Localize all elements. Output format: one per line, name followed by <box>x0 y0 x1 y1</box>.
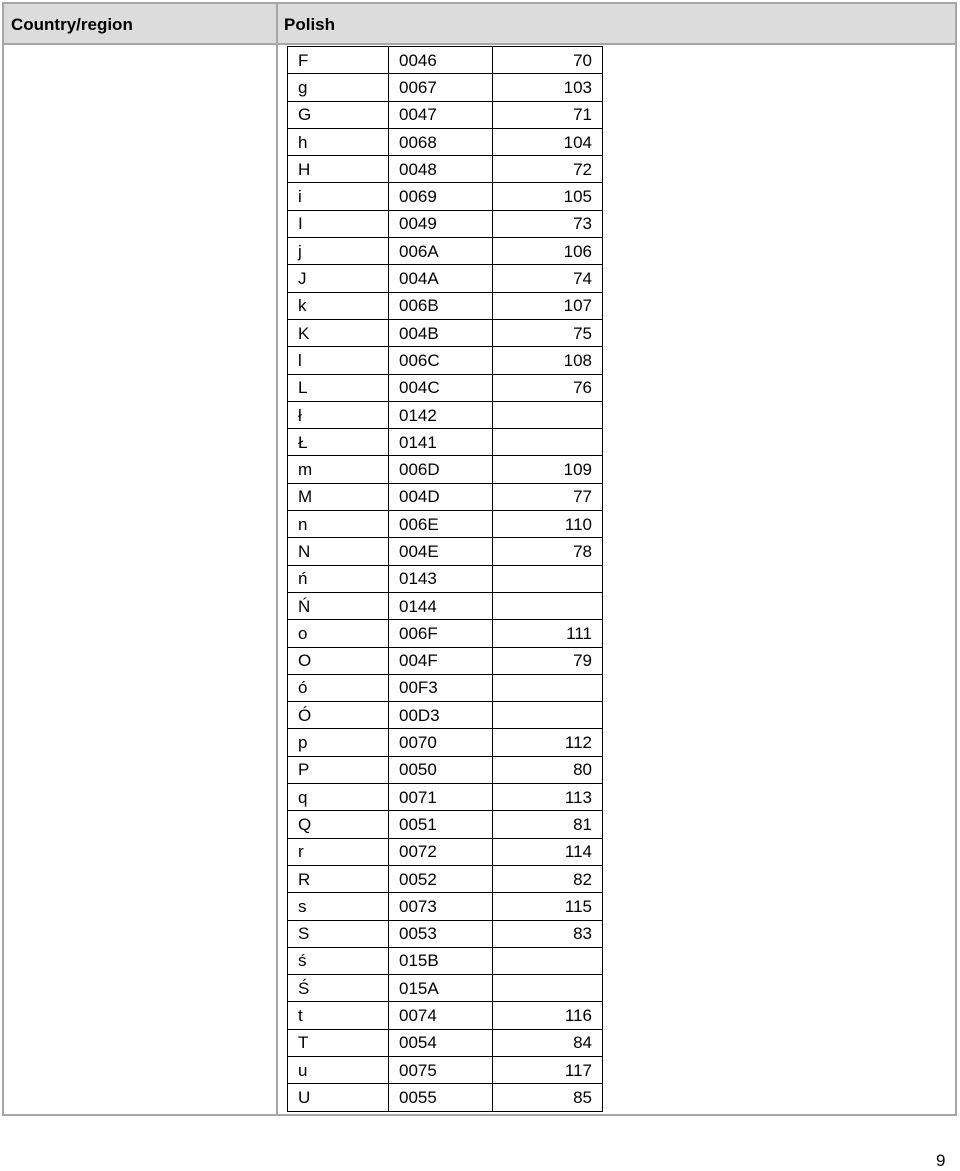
decimal-code-cell <box>493 674 603 701</box>
character-cell: ó <box>288 674 389 701</box>
table-row <box>288 265 603 292</box>
table-row <box>288 647 603 674</box>
decimal-code-cell: 85 <box>493 1084 603 1111</box>
unicode-hex-cell: 0049 <box>389 210 493 237</box>
unicode-hex-cell: 0143 <box>389 565 493 592</box>
decimal-code-cell: 107 <box>493 292 603 319</box>
unicode-hex-cell: 0052 <box>389 865 493 892</box>
page-number: 9 <box>936 1151 946 1170</box>
table-row <box>288 183 603 210</box>
table-row <box>288 374 603 401</box>
unicode-hex-cell: 0055 <box>389 1084 493 1111</box>
decimal-code-cell: 73 <box>493 210 603 237</box>
decimal-code-cell: 106 <box>493 238 603 265</box>
table-row <box>288 1029 603 1056</box>
decimal-code-cell <box>493 947 603 974</box>
unicode-hex-cell: 0075 <box>389 1056 493 1083</box>
table-header <box>4 4 955 45</box>
decimal-code-cell: 104 <box>493 128 603 155</box>
character-cell: M <box>288 483 389 510</box>
unicode-hex-cell: 0047 <box>389 101 493 128</box>
character-cell: l <box>288 347 389 374</box>
character-cell: Ń <box>288 592 389 619</box>
decimal-code-cell: 103 <box>493 74 603 101</box>
table-row <box>288 511 603 538</box>
decimal-code-cell: 82 <box>493 865 603 892</box>
character-cell: L <box>288 374 389 401</box>
table-row <box>288 128 603 155</box>
country-region-table <box>2 2 957 1116</box>
unicode-hex-cell: 00D3 <box>389 702 493 729</box>
unicode-hex-cell: 0072 <box>389 838 493 865</box>
character-cell: Ś <box>288 975 389 1002</box>
table-row <box>288 319 603 346</box>
decimal-code-cell: 75 <box>493 319 603 346</box>
decimal-code-cell: 72 <box>493 156 603 183</box>
table-row <box>288 101 603 128</box>
decimal-code-cell: 114 <box>493 838 603 865</box>
character-cell: K <box>288 319 389 346</box>
table-row <box>288 292 603 319</box>
character-cell: p <box>288 729 389 756</box>
decimal-code-cell: 115 <box>493 893 603 920</box>
character-cell: i <box>288 183 389 210</box>
unicode-hex-cell: 004B <box>389 319 493 346</box>
character-cell: g <box>288 74 389 101</box>
character-code-rows <box>288 47 603 1112</box>
table-row <box>288 47 603 74</box>
character-code-table <box>287 46 603 1112</box>
table-row <box>288 893 603 920</box>
decimal-code-cell: 111 <box>493 620 603 647</box>
table-row <box>288 429 603 456</box>
decimal-code-cell: 84 <box>493 1029 603 1056</box>
character-cell: m <box>288 456 389 483</box>
table-row <box>288 865 603 892</box>
country-region-heading: Country/region <box>11 15 133 34</box>
unicode-hex-cell: 0067 <box>389 74 493 101</box>
decimal-code-cell: 71 <box>493 101 603 128</box>
character-cell: P <box>288 756 389 783</box>
unicode-hex-cell: 0074 <box>389 1002 493 1029</box>
decimal-code-cell: 74 <box>493 265 603 292</box>
character-cell: F <box>288 47 389 74</box>
unicode-hex-cell: 0071 <box>389 784 493 811</box>
decimal-code-cell: 70 <box>493 47 603 74</box>
character-cell: ń <box>288 565 389 592</box>
character-cell: r <box>288 838 389 865</box>
unicode-hex-cell: 006D <box>389 456 493 483</box>
unicode-hex-cell: 0050 <box>389 756 493 783</box>
unicode-hex-cell: 0048 <box>389 156 493 183</box>
decimal-code-cell: 105 <box>493 183 603 210</box>
table-row <box>288 620 603 647</box>
table-row <box>288 811 603 838</box>
table-row <box>288 538 603 565</box>
table-row <box>288 729 603 756</box>
unicode-hex-cell: 004E <box>389 538 493 565</box>
table-row <box>288 838 603 865</box>
character-cell: Ó <box>288 702 389 729</box>
table-row <box>288 947 603 974</box>
unicode-hex-cell: 0068 <box>389 128 493 155</box>
character-cell: U <box>288 1084 389 1111</box>
table-row <box>288 702 603 729</box>
unicode-hex-cell: 015A <box>389 975 493 1002</box>
decimal-code-cell: 76 <box>493 374 603 401</box>
table-row <box>288 674 603 701</box>
character-cell: n <box>288 511 389 538</box>
character-cell: S <box>288 920 389 947</box>
unicode-hex-cell: 004A <box>389 265 493 292</box>
character-cell: I <box>288 210 389 237</box>
unicode-hex-cell: 004C <box>389 374 493 401</box>
table-row <box>288 456 603 483</box>
unicode-hex-cell: 0069 <box>389 183 493 210</box>
table-row <box>288 756 603 783</box>
decimal-code-cell <box>493 401 603 428</box>
character-cell: t <box>288 1002 389 1029</box>
decimal-code-cell: 117 <box>493 1056 603 1083</box>
unicode-hex-cell: 00F3 <box>389 674 493 701</box>
table-row <box>288 920 603 947</box>
unicode-hex-cell: 006E <box>389 511 493 538</box>
decimal-code-cell: 112 <box>493 729 603 756</box>
decimal-code-cell <box>493 565 603 592</box>
column-divider <box>276 4 278 1114</box>
character-cell: ł <box>288 401 389 428</box>
unicode-hex-cell: 0046 <box>389 47 493 74</box>
table-row <box>288 156 603 183</box>
character-cell: H <box>288 156 389 183</box>
decimal-code-cell <box>493 975 603 1002</box>
decimal-code-cell: 77 <box>493 483 603 510</box>
character-cell: T <box>288 1029 389 1056</box>
table-row <box>288 1084 603 1111</box>
table-row <box>288 592 603 619</box>
character-cell: k <box>288 292 389 319</box>
decimal-code-cell: 113 <box>493 784 603 811</box>
table-row <box>288 784 603 811</box>
character-cell: q <box>288 784 389 811</box>
table-row <box>288 1002 603 1029</box>
character-cell: o <box>288 620 389 647</box>
decimal-code-cell: 83 <box>493 920 603 947</box>
table-row <box>288 347 603 374</box>
table-row <box>288 1056 603 1083</box>
character-cell: J <box>288 265 389 292</box>
unicode-hex-cell: 0070 <box>389 729 493 756</box>
character-cell: u <box>288 1056 389 1083</box>
table-row <box>288 210 603 237</box>
decimal-code-cell <box>493 592 603 619</box>
character-cell: j <box>288 238 389 265</box>
character-cell: G <box>288 101 389 128</box>
table-row <box>288 74 603 101</box>
unicode-hex-cell: 006A <box>389 238 493 265</box>
unicode-hex-cell: 006F <box>389 620 493 647</box>
language-heading: Polish <box>284 15 336 34</box>
decimal-code-cell: 81 <box>493 811 603 838</box>
character-cell: R <box>288 865 389 892</box>
character-cell: O <box>288 647 389 674</box>
unicode-hex-cell: 0144 <box>389 592 493 619</box>
character-cell: N <box>288 538 389 565</box>
decimal-code-cell: 109 <box>493 456 603 483</box>
unicode-hex-cell: 0142 <box>389 401 493 428</box>
table-row <box>288 565 603 592</box>
decimal-code-cell: 116 <box>493 1002 603 1029</box>
decimal-code-cell <box>493 429 603 456</box>
unicode-hex-cell: 0073 <box>389 893 493 920</box>
unicode-hex-cell: 006C <box>389 347 493 374</box>
table-row <box>288 401 603 428</box>
character-cell: h <box>288 128 389 155</box>
decimal-code-cell <box>493 702 603 729</box>
table-row <box>288 238 603 265</box>
decimal-code-cell: 108 <box>493 347 603 374</box>
unicode-hex-cell: 0054 <box>389 1029 493 1056</box>
character-cell: ś <box>288 947 389 974</box>
table-row <box>288 483 603 510</box>
character-cell: s <box>288 893 389 920</box>
decimal-code-cell: 78 <box>493 538 603 565</box>
unicode-hex-cell: 0051 <box>389 811 493 838</box>
table-row <box>288 975 603 1002</box>
unicode-hex-cell: 004F <box>389 647 493 674</box>
unicode-hex-cell: 006B <box>389 292 493 319</box>
character-cell: Q <box>288 811 389 838</box>
unicode-hex-cell: 015B <box>389 947 493 974</box>
decimal-code-cell: 80 <box>493 756 603 783</box>
unicode-hex-cell: 004D <box>389 483 493 510</box>
decimal-code-cell: 110 <box>493 511 603 538</box>
unicode-hex-cell: 0141 <box>389 429 493 456</box>
decimal-code-cell: 79 <box>493 647 603 674</box>
character-cell: Ł <box>288 429 389 456</box>
unicode-hex-cell: 0053 <box>389 920 493 947</box>
